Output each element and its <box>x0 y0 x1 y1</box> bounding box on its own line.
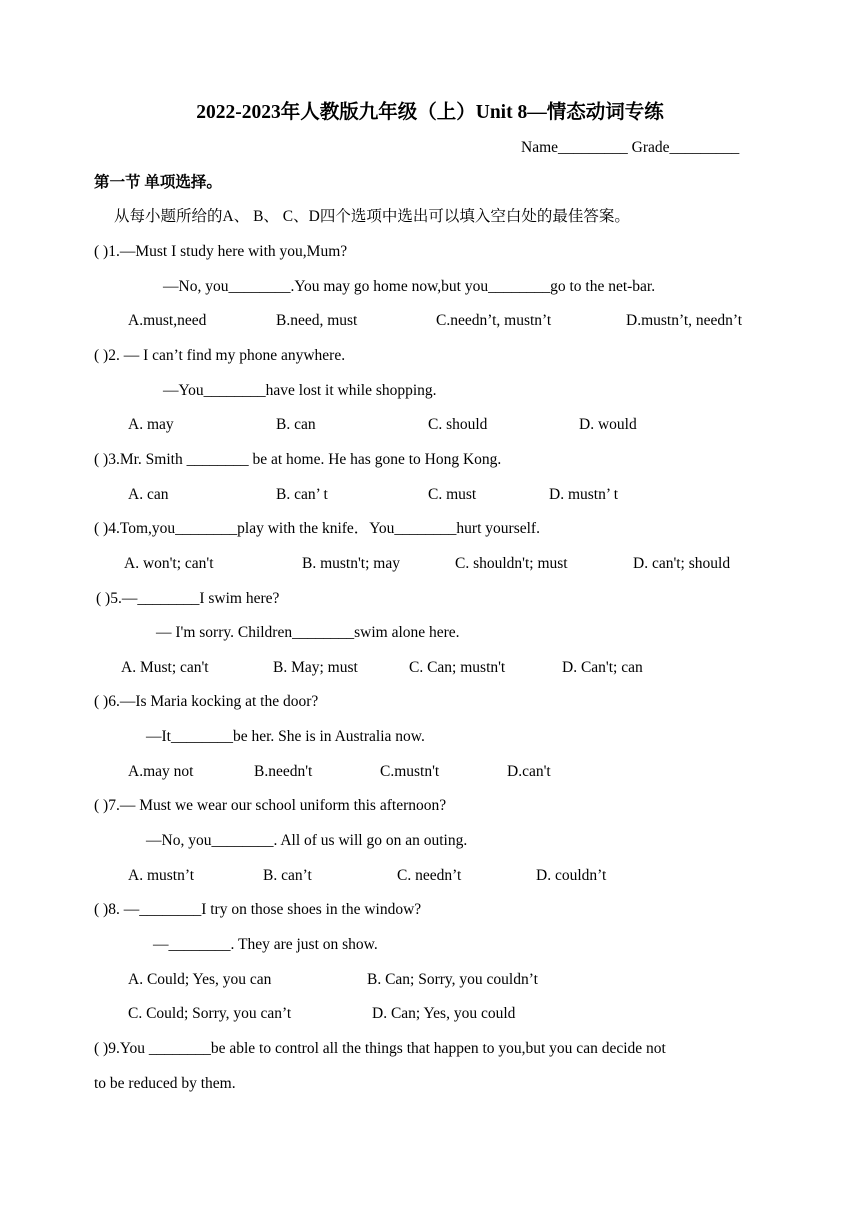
option-c[interactable]: C. Can; mustn't <box>409 659 506 676</box>
question-2-stem: ( )2. — I can’t find my phone anywhere. <box>94 347 346 364</box>
option-b[interactable]: B. May; must <box>273 659 358 676</box>
option-d[interactable]: D. couldn’t <box>536 867 607 884</box>
option-c[interactable]: C. must <box>428 486 477 503</box>
question-6-reply: —It________be her. She is in Australia now. <box>146 728 425 745</box>
option-a[interactable]: A. mustn’t <box>128 867 195 884</box>
question-3-stem: ( )3.Mr. Smith ________ be at home. He has gone to Hong Kong. <box>94 451 502 468</box>
option-d[interactable]: D. can't; should <box>633 555 731 572</box>
question-7-options <box>0 866 860 886</box>
option-c[interactable]: C.mustn't <box>380 763 440 780</box>
question-6-options <box>0 762 860 782</box>
option-c[interactable]: C. shouldn't; must <box>455 555 568 572</box>
option-d[interactable]: D. mustn’ t <box>549 486 619 503</box>
question-8-options-row-1 <box>0 970 860 990</box>
option-d[interactable]: D. Can't; can <box>562 659 643 676</box>
option-b[interactable]: B. can <box>276 416 316 433</box>
option-d[interactable]: D. would <box>579 416 637 433</box>
option-b[interactable]: B. Can; Sorry, you couldn’t <box>367 971 538 988</box>
question-1-options <box>0 311 860 331</box>
page-title: 2022-2023年人教版九年级（上）Unit 8—情态动词专练 <box>196 102 664 123</box>
question-5-reply: — I'm sorry. Children________swim alone here. <box>156 624 460 641</box>
option-d[interactable]: D.can't <box>507 763 551 780</box>
option-a[interactable]: A.may not <box>128 763 194 780</box>
question-1-reply: —No, you________.You may go home now,but you________go to the net-bar. <box>163 278 656 295</box>
question-7-reply: —No, you________. All of us will go on an outing. <box>146 832 468 849</box>
option-d[interactable]: D.mustn’t, needn’t <box>626 312 743 329</box>
section-heading: 第一节 单项选择。 <box>94 174 222 191</box>
option-a[interactable]: A. Must; can't <box>121 659 209 676</box>
option-b[interactable]: B. can’ t <box>276 486 328 503</box>
option-a[interactable]: A. can <box>128 486 169 503</box>
question-8-stem: ( )8. —________I try on those shoes in the window? <box>94 901 422 918</box>
option-c[interactable]: C. needn’t <box>397 867 462 884</box>
question-8-options-row-2 <box>0 1004 860 1024</box>
option-c[interactable]: C. should <box>428 416 488 433</box>
option-b[interactable]: B. can’t <box>263 867 312 884</box>
section-instruction: 从每小题所给的A、 B、 C、D四个选项中选出可以填入空白处的最佳答案。 <box>114 208 630 225</box>
question-4-options <box>0 554 860 574</box>
question-5-options <box>0 658 860 678</box>
question-3-options <box>0 485 860 505</box>
option-c[interactable]: C. Could; Sorry, you can’t <box>128 1005 292 1022</box>
option-c[interactable]: C.needn’t, mustn’t <box>436 312 552 329</box>
question-5-stem: ( )5.—________I swim here? <box>96 590 280 607</box>
option-d[interactable]: D. Can; Yes, you could <box>372 1005 516 1022</box>
question-2-options <box>0 415 860 435</box>
question-1-stem: ( )1.—Must I study here with you,Mum? <box>94 243 348 260</box>
question-4-stem: ( )4.Tom,you________play with the knife．You________hurt yourself. <box>94 520 540 537</box>
question-7-stem: ( )7.— Must we wear our school uniform this afternoon? <box>94 797 447 814</box>
option-a[interactable]: A. won't; can't <box>124 555 214 572</box>
question-8-reply: —________. They are just on show. <box>153 936 378 953</box>
option-a[interactable]: A. may <box>128 416 174 433</box>
option-b[interactable]: B.needn't <box>254 763 313 780</box>
question-6-stem: ( )6.—Is Maria kocking at the door? <box>94 693 319 710</box>
option-a[interactable]: A. Could; Yes, you can <box>128 971 272 988</box>
question-9-continuation: to be reduced by them. <box>94 1075 236 1092</box>
option-a[interactable]: A.must,need <box>128 312 207 329</box>
option-b[interactable]: B. mustn't; may <box>302 555 400 572</box>
question-9-stem: ( )9.You ________be able to control all the things that happen to you,but you can decide not <box>94 1040 666 1057</box>
question-2-reply: —You________have lost it while shopping. <box>163 382 437 399</box>
name-grade-field: Name_________ Grade_________ <box>521 139 740 156</box>
option-b[interactable]: B.need, must <box>276 312 358 329</box>
